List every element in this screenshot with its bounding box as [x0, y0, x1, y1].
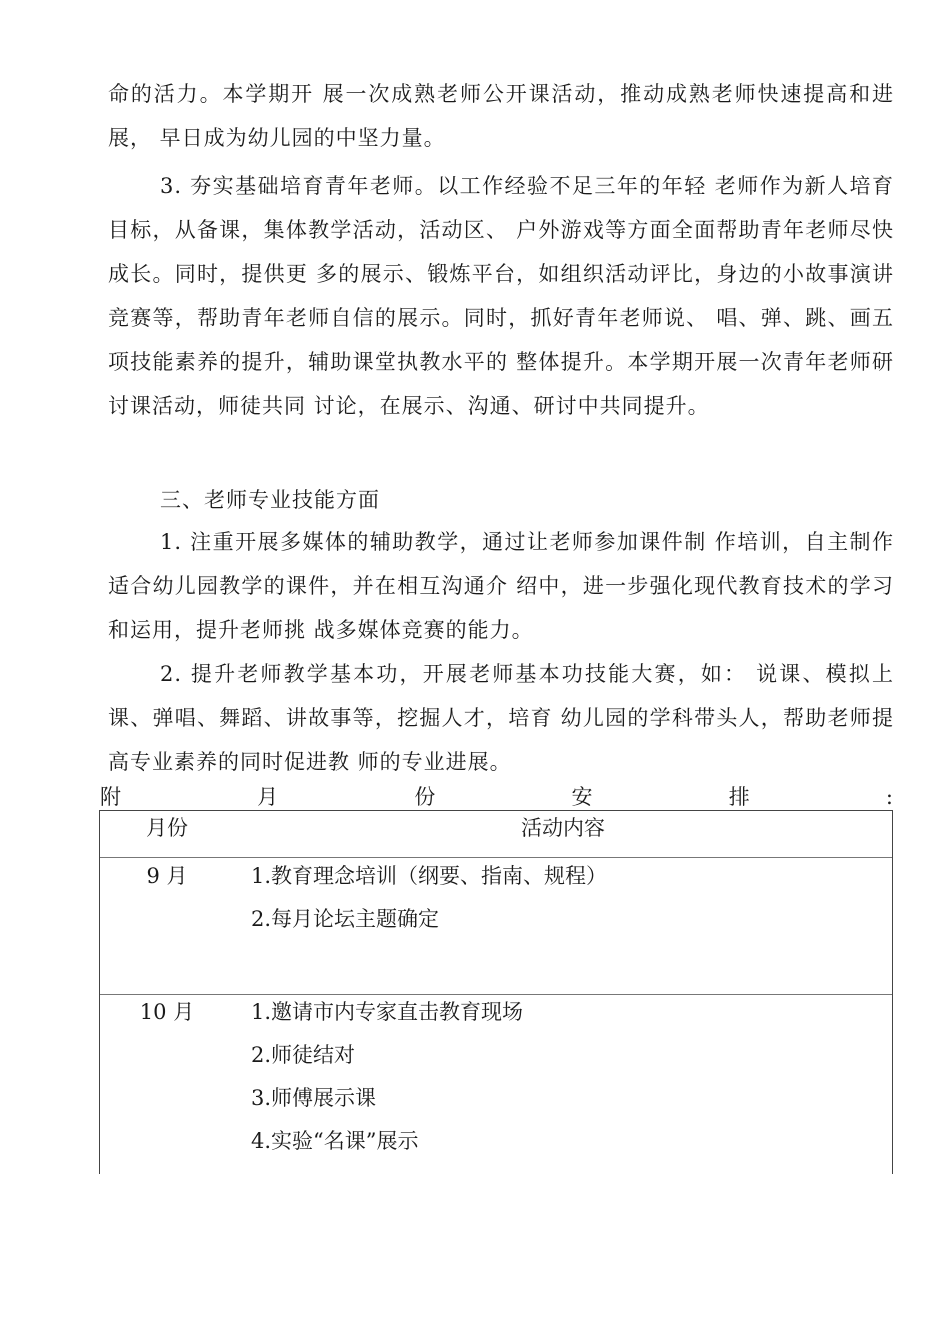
paragraph-multimedia: 1. 注重开展多媒体的辅助教学，通过让老师参加课件制 作培训，自主制作适合幼儿园教学的课件，并在相互沟通介 绍中，进一步强化现代教育技术的学习和运用，提升老师挑 战多媒体竞赛的能力。	[108, 530, 894, 642]
activity-item: 3.师傅展示课	[251, 1086, 377, 1110]
activity-item: 1.教育理念培训（纲要、指南、规程）	[251, 864, 608, 888]
row-activities	[251, 997, 523, 1169]
appendix-char: 附	[100, 785, 121, 809]
activity-item: 1.邀请市内专家直击教育现场	[251, 1000, 524, 1024]
header-month: 月份	[146, 816, 188, 840]
row-month: 9 月	[146, 864, 188, 888]
header-content: 活动内容	[521, 816, 605, 840]
paragraph-young-teachers: 3. 夯实基础培育青年老师。以工作经验不足三年的年轻 老师作为新人培育目标，从备课，集体教学活动，活动区、 户外游戏等方面全面帮助青年老师尽快成长。同时，提供更 多的展示、锻炼平台，如组织活动评比，身边的小故事演讲 竞赛等，帮助青年老师自信的展示。同时，抓好青年老师说、 唱、弹、跳、画五项技能素养的提升，辅助课堂执教水平的 整体提升。本学期开展一次青年老师研讨课活动，师徒共同 讨论，在展示、沟通、研讨中共同提升。	[108, 174, 894, 418]
appendix-char: 月	[257, 785, 279, 809]
appendix-title	[100, 782, 893, 812]
paragraph-mature-teachers: 命的活力。本学期开 展一次成熟老师公开课活动，推动成熟老师快速提高和进展， 早日成为幼儿园的中坚力量。	[108, 82, 894, 150]
activity-item: 2.每月论坛主题确定	[251, 907, 440, 931]
table-row	[100, 995, 892, 1175]
row-activities	[251, 861, 607, 947]
appendix-char: :	[885, 785, 893, 809]
schedule-table	[99, 810, 893, 1174]
paragraph-basic-skills: 2. 提升老师教学基本功，开展老师基本功技能大赛，如： 说课、模拟上课、弹唱、舞蹈、讲故事等，挖掘人才，培育 幼儿园的学科带头人，帮助老师提高专业素养的同时促进教 师的专业进展。	[108, 662, 894, 774]
table-row	[100, 858, 892, 995]
table-header-row	[100, 811, 892, 858]
row-month: 10 月	[139, 1000, 195, 1024]
activity-item: 2.师徒结对	[251, 1043, 356, 1067]
appendix-char: 排	[728, 785, 750, 809]
appendix-char: 安	[571, 785, 593, 809]
activity-item: 4.实验“名课”展示	[251, 1129, 419, 1153]
section-heading-skills: 三、老师专业技能方面	[160, 488, 380, 512]
appendix-char: 份	[414, 785, 436, 809]
